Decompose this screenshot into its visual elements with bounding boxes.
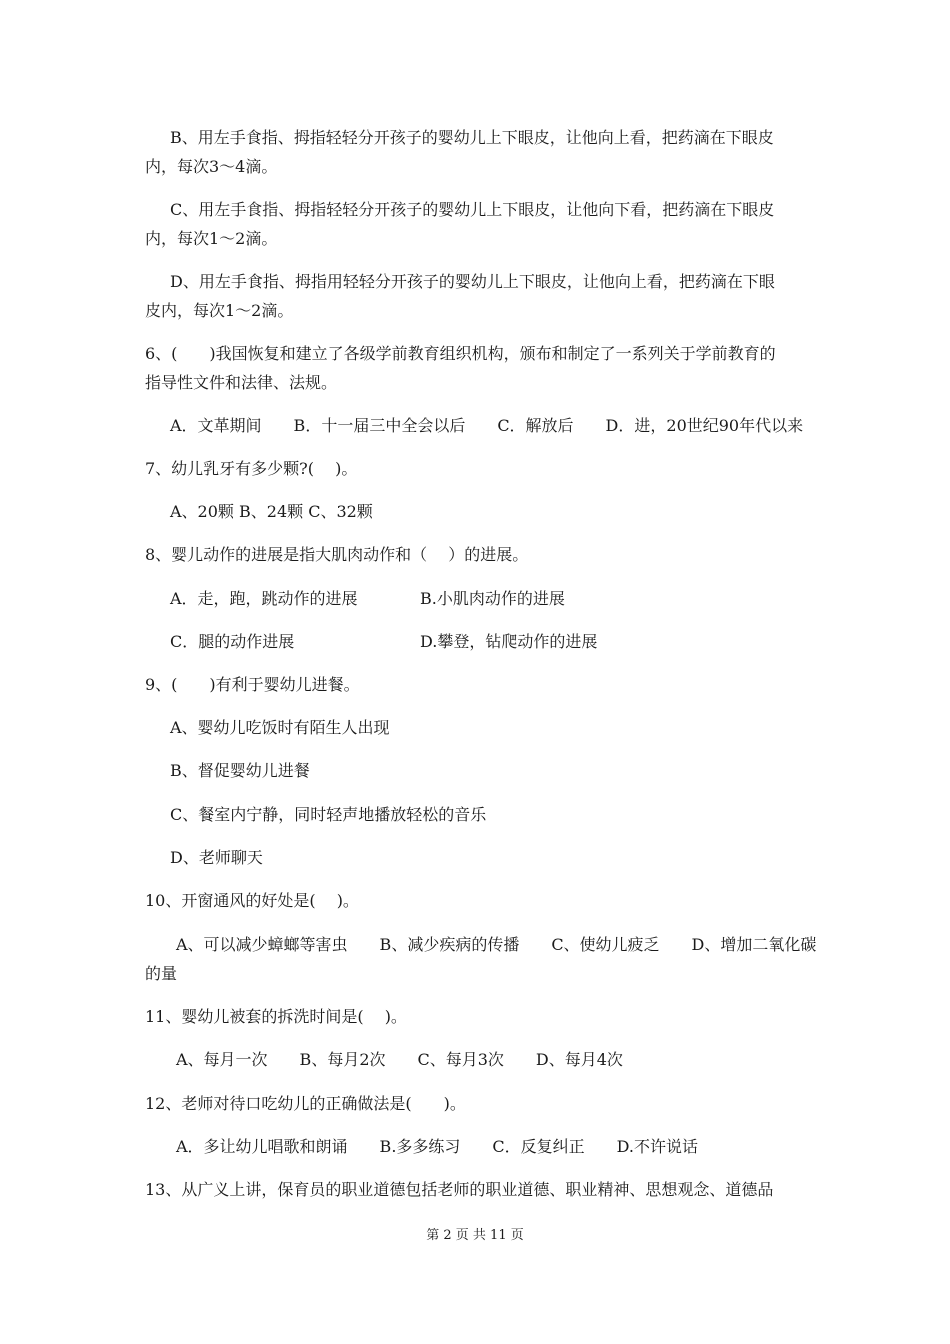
q8-option-d: D.攀登，钻爬动作的进展 — [420, 632, 598, 651]
q7-stem: 7、幼儿乳牙有多少颗?( )。 — [145, 459, 358, 478]
q5-option-b-line1: B、用左手食指、拇指轻轻分开孩子的婴幼儿上下眼皮，让他向上看，把药滴在下眼皮 — [170, 128, 774, 147]
q6-options: A．文革期间 B．十一届三中全会以后 C．解放后 D．进，20世纪90年代以来 — [170, 416, 804, 435]
q6-stem-line2: 指导性文件和法律、法规。 — [145, 373, 338, 392]
q7-options: A、20颗 B、24颗 C、32颗 — [170, 502, 373, 521]
q8-option-a: A．走，跑，跳动作的进展 — [170, 589, 358, 608]
q11-stem: 11、婴幼儿被套的拆洗时间是( )。 — [145, 1007, 407, 1026]
q9-option-c: C、餐室内宁静，同时轻声地播放轻松的音乐 — [170, 805, 487, 824]
q11-options: A、每月一次 B、每月2次 C、每月3次 D、每月4次 — [176, 1050, 623, 1069]
q8-stem: 8、婴儿动作的进展是指大肌肉动作和（ ）的进展。 — [145, 545, 529, 564]
q13-stem-line1: 13、从广义上讲，保育员的职业道德包括老师的职业道德、职业精神、思想观念、道德品 — [145, 1180, 774, 1199]
q9-option-d: D、老师聊天 — [170, 848, 263, 867]
q12-stem: 12、老师对待口吃幼儿的正确做法是( )。 — [145, 1094, 466, 1113]
q12-options: A．多让幼儿唱歌和朗诵 B.多多练习 C．反复纠正 D.不许说话 — [176, 1137, 698, 1156]
q5-option-b-line2: 内，每次3～4滴。 — [145, 157, 278, 176]
q5-option-d-line1: D、用左手食指、拇指用轻轻分开孩子的婴幼儿上下眼皮，让他向上看，把药滴在下眼 — [170, 272, 775, 291]
q5-option-d-line2: 皮内，每次1～2滴。 — [145, 301, 294, 320]
page-footer: 第 2 页 共 11 页 — [426, 1228, 524, 1243]
q9-stem: 9、( )有利于婴幼儿进餐。 — [145, 675, 360, 694]
q9-option-a: A、婴幼儿吃饭时有陌生人出现 — [170, 718, 390, 737]
q10-stem: 10、开窗通风的好处是( )。 — [145, 891, 359, 910]
q8-option-c: C．腿的动作进展 — [170, 632, 295, 651]
q5-option-c-line1: C、用左手食指、拇指轻轻分开孩子的婴幼儿上下眼皮，让他向下看，把药滴在下眼皮 — [170, 200, 775, 219]
q8-option-b: B.小肌肉动作的进展 — [420, 589, 565, 608]
q10-options-line2: 的量 — [145, 964, 178, 983]
q5-option-c-line2: 内，每次1～2滴。 — [145, 229, 278, 248]
q10-options-line1: A、可以减少蟑螂等害虫 B、减少疾病的传播 C、使幼儿疲乏 D、增加二氧化碳 — [176, 935, 817, 954]
q6-stem-line1: 6、( )我国恢复和建立了各级学前教育组织机构，颁布和制定了一系列关于学前教育的 — [145, 344, 776, 363]
q9-option-b: B、督促婴幼儿进餐 — [170, 761, 310, 780]
